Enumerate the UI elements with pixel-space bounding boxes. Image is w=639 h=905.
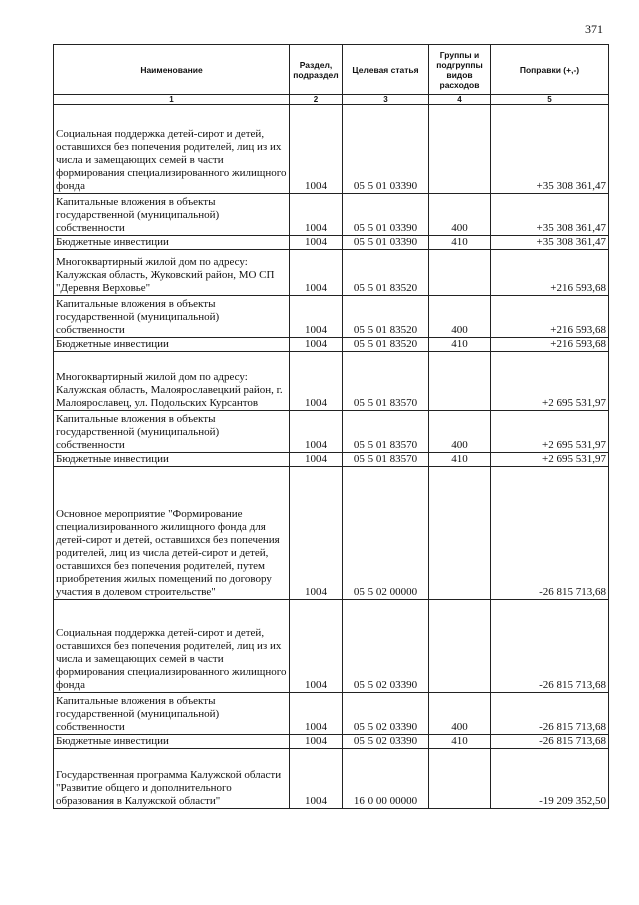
row-section: 1004 xyxy=(290,250,343,296)
row-target: 05 5 01 83570 xyxy=(343,352,429,411)
row-amount: -19 209 352,50 xyxy=(491,749,609,809)
row-amount: +216 593,68 xyxy=(491,296,609,338)
row-amount: -26 815 713,68 xyxy=(491,600,609,693)
page-number: 371 xyxy=(585,22,603,36)
row-name: Бюджетные инвестиции xyxy=(54,453,290,467)
row-name: Многоквартирный жилой дом по адресу: Калужская область, Жуковский район, МО СП "Деревня Верховье" xyxy=(54,250,290,296)
header-amount: Поправки (+,-) xyxy=(491,45,609,95)
row-target: 05 5 01 83570 xyxy=(343,411,429,453)
row-name: Бюджетные инвестиции xyxy=(54,735,290,749)
row-amount: +2 695 531,97 xyxy=(491,453,609,467)
row-name: Социальная поддержка детей-сирот и детей, оставшихся без попечения родителей, лиц из их числа и замещающих семей в части формирования специализированного жилищного фонда xyxy=(54,105,290,194)
row-group: 400 xyxy=(429,296,491,338)
row-section: 1004 xyxy=(290,194,343,236)
row-name: Основное мероприятие "Формирование специализированного жилищного фонда для детей-сирот и детей, оставшихся без попечения родителей, лиц из числа детей-сирот и детей, оставшихся без попечения родителей, путем приобретения жилых помещений по договору участия в долевом строительстве" xyxy=(54,467,290,600)
row-amount: +35 308 361,47 xyxy=(491,194,609,236)
table-row xyxy=(54,411,609,453)
table-row xyxy=(54,600,609,693)
row-group: 410 xyxy=(429,338,491,352)
row-name: Государственная программа Калужской области "Развитие общего и дополнительного образования в Калужской области" xyxy=(54,749,290,809)
table-row xyxy=(54,338,609,352)
row-section: 1004 xyxy=(290,338,343,352)
row-group xyxy=(429,352,491,411)
row-section: 1004 xyxy=(290,105,343,194)
row-group xyxy=(429,467,491,600)
row-group xyxy=(429,600,491,693)
row-name: Капитальные вложения в объекты государственной (муниципальной) собственности xyxy=(54,693,290,735)
table-row xyxy=(54,467,609,600)
row-target: 05 5 02 03390 xyxy=(343,600,429,693)
table-row xyxy=(54,693,609,735)
table-row xyxy=(54,236,609,250)
table-row xyxy=(54,735,609,749)
row-amount: +216 593,68 xyxy=(491,338,609,352)
table-row xyxy=(54,105,609,194)
row-section: 1004 xyxy=(290,600,343,693)
row-name: Многоквартирный жилой дом по адресу: Калужская область, Малоярославецкий район, г. Малоярославец, ул. Подольских Курсантов xyxy=(54,352,290,411)
row-amount: -26 815 713,68 xyxy=(491,693,609,735)
budget-amendments-table xyxy=(53,44,609,809)
table-row xyxy=(54,296,609,338)
row-section: 1004 xyxy=(290,352,343,411)
row-amount: +2 695 531,97 xyxy=(491,411,609,453)
row-group: 400 xyxy=(429,411,491,453)
header-section: Раздел, подраздел xyxy=(290,45,343,95)
column-number: 5 xyxy=(491,95,609,105)
row-section: 1004 xyxy=(290,411,343,453)
row-name: Бюджетные инвестиции xyxy=(54,338,290,352)
row-section: 1004 xyxy=(290,693,343,735)
column-number: 3 xyxy=(343,95,429,105)
table-row xyxy=(54,250,609,296)
row-target: 05 5 01 03390 xyxy=(343,105,429,194)
row-group xyxy=(429,250,491,296)
row-target: 16 0 00 00000 xyxy=(343,749,429,809)
row-group: 400 xyxy=(429,194,491,236)
row-group: 410 xyxy=(429,735,491,749)
row-target: 05 5 02 03390 xyxy=(343,693,429,735)
row-amount: +216 593,68 xyxy=(491,250,609,296)
row-amount: -26 815 713,68 xyxy=(491,735,609,749)
row-group xyxy=(429,105,491,194)
row-target: 05 5 01 83570 xyxy=(343,453,429,467)
header-target: Целевая статья xyxy=(343,45,429,95)
row-target: 05 5 01 83520 xyxy=(343,296,429,338)
row-amount: -26 815 713,68 xyxy=(491,467,609,600)
table-row xyxy=(54,194,609,236)
table-row xyxy=(54,749,609,809)
row-group: 410 xyxy=(429,236,491,250)
row-target: 05 5 01 83520 xyxy=(343,250,429,296)
column-number-row xyxy=(54,95,609,105)
row-name: Социальная поддержка детей-сирот и детей, оставшихся без попечения родителей, лиц из их числа и замещающих семей в части формирования специализированного жилищного фонда xyxy=(54,600,290,693)
header-row xyxy=(54,45,609,95)
column-number: 4 xyxy=(429,95,491,105)
row-amount: +35 308 361,47 xyxy=(491,105,609,194)
row-name: Бюджетные инвестиции xyxy=(54,236,290,250)
row-name: Капитальные вложения в объекты государственной (муниципальной) собственности xyxy=(54,194,290,236)
column-number: 1 xyxy=(54,95,290,105)
column-number: 2 xyxy=(290,95,343,105)
row-name: Капитальные вложения в объекты государственной (муниципальной) собственности xyxy=(54,411,290,453)
row-amount: +2 695 531,97 xyxy=(491,352,609,411)
row-target: 05 5 02 00000 xyxy=(343,467,429,600)
row-target: 05 5 01 03390 xyxy=(343,194,429,236)
row-target: 05 5 02 03390 xyxy=(343,735,429,749)
row-section: 1004 xyxy=(290,467,343,600)
row-section: 1004 xyxy=(290,735,343,749)
row-group: 410 xyxy=(429,453,491,467)
table-row xyxy=(54,453,609,467)
row-section: 1004 xyxy=(290,296,343,338)
row-name: Капитальные вложения в объекты государственной (муниципальной) собственности xyxy=(54,296,290,338)
row-amount: +35 308 361,47 xyxy=(491,236,609,250)
row-group xyxy=(429,749,491,809)
row-section: 1004 xyxy=(290,749,343,809)
row-group: 400 xyxy=(429,693,491,735)
row-target: 05 5 01 03390 xyxy=(343,236,429,250)
table-row xyxy=(54,352,609,411)
header-group: Группы и подгруппы видов расходов xyxy=(429,45,491,95)
header-name: Наименование xyxy=(54,45,290,95)
row-section: 1004 xyxy=(290,453,343,467)
row-section: 1004 xyxy=(290,236,343,250)
row-target: 05 5 01 83520 xyxy=(343,338,429,352)
